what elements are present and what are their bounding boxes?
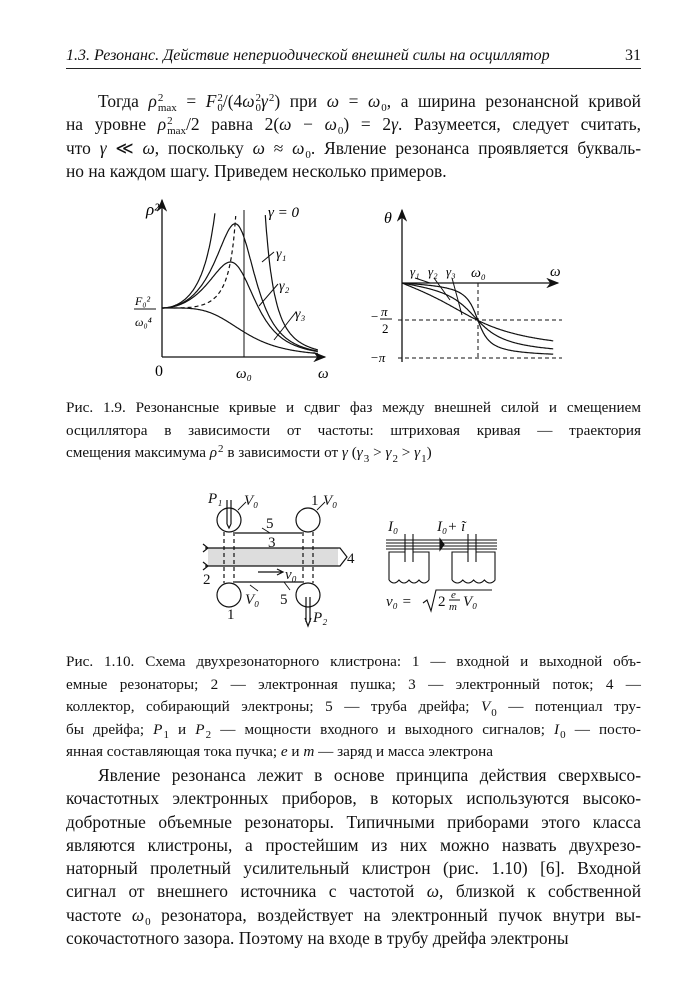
math-scripts: 1	[163, 729, 169, 742]
math-scripts: 0	[491, 706, 497, 719]
math-symbol: P	[153, 720, 163, 738]
label-2: 2	[203, 572, 211, 588]
math-scripts: 2 0	[217, 92, 223, 114]
math-scripts: 0	[145, 915, 151, 928]
two-label: 2	[382, 321, 389, 336]
math-scripts: 0	[337, 125, 344, 138]
math-symbol: ω	[131, 904, 145, 925]
math-scripts: 2 0	[255, 92, 262, 114]
math-symbol: e	[280, 743, 288, 760]
text-line: емные резонаторы; 2 — электронная пушка; 3 — электронный поток; 4 —	[66, 675, 641, 693]
math-scripts: 2 max	[167, 115, 187, 138]
bunch-marker	[440, 539, 444, 550]
label-5-top: 5	[266, 516, 274, 532]
math-symbol: ω	[142, 137, 155, 158]
math-symbol: ω	[292, 137, 305, 158]
omega0-label: ω₀	[236, 366, 252, 382]
math-symbol: γ	[385, 444, 392, 461]
math-symbol: ω	[252, 137, 265, 158]
curve-label-gamma1: γ₁	[410, 264, 420, 279]
level-numerator: F₀²	[135, 294, 151, 308]
math-symbol: γ	[261, 91, 268, 111]
math-symbol: P	[195, 720, 205, 738]
math-symbol: ρ	[209, 444, 218, 461]
label-4: 4	[347, 551, 355, 567]
paragraph-klystron	[66, 764, 641, 950]
text-line: что γ ≪ ω, поскольку ω ≈ ω 0 . Явление резонанса проявляется букваль-	[66, 137, 641, 161]
text-line: Тогда ρ 2 max = F 2 0 /(4ω 2 0 γ 2 ) при ω = ω 0 , а ширина резонансной кривой	[98, 91, 641, 114]
math-symbol: ω	[426, 881, 440, 902]
math-scripts: 2 max	[157, 92, 177, 114]
output-signal-arrow	[305, 597, 311, 626]
math-symbol: F	[205, 91, 217, 111]
math-symbol: ω	[279, 114, 292, 135]
input-signal-arrow	[227, 500, 231, 528]
omega0-label: ω₀	[471, 266, 486, 281]
curve-label-gamma3: γ₃	[446, 264, 456, 279]
resonator-output-bottom	[296, 583, 320, 607]
curve-label-gamma2: γ₂	[428, 264, 438, 279]
math-symbol: ω	[324, 114, 337, 135]
math-symbol: m	[303, 743, 315, 760]
math-symbol: ω	[367, 91, 381, 111]
math-symbol: ρ	[148, 91, 157, 111]
text-line: смещения максимума ρ 2 в зависимости от γ (γ 3 > γ 2 > γ 1 )	[66, 442, 432, 465]
text-line: сокочастотного зазора. Поэтому на входе в трубу дрейфа электроны	[66, 928, 569, 949]
theta-label: θ	[384, 210, 392, 227]
text-line: Рис. 1.9. Резонансные кривые и сдвиг фаз между внешней силой и смещением	[66, 399, 641, 416]
formula-v0: V₀	[463, 594, 478, 610]
math-symbol: γ	[414, 444, 421, 461]
text-line: но на каждом шагу. Приведем несколько примеров.	[66, 160, 447, 181]
label-p1: P₁	[208, 491, 223, 507]
formula-two: 2	[438, 594, 446, 610]
klystron-schematic	[203, 500, 347, 626]
label-p2: P₂	[313, 610, 328, 626]
formula-lhs: v₀ =	[386, 594, 412, 610]
math-scripts: 3	[363, 452, 370, 465]
label-velocity: v₀	[285, 567, 297, 583]
y-axis-label: ρ²	[146, 200, 160, 219]
math-scripts: 0	[560, 729, 566, 742]
label-v0-top2: V₀	[323, 493, 338, 509]
math-symbol: γ	[99, 137, 107, 158]
label-3: 3	[268, 535, 276, 551]
label-v0-top: V₀	[244, 493, 259, 509]
page-number: 31	[625, 47, 641, 64]
text-line: частоте ω 0 резонатора, воздействует на электронный пучок внутри вы-	[66, 904, 641, 928]
text-line: сигнал от внешнего источника с частотой ω, близкой к собственной	[66, 881, 642, 902]
math-symbol: ω	[326, 91, 339, 111]
label-i0: I₀	[388, 519, 399, 535]
math-symbol: γ	[356, 444, 363, 461]
math-scripts: 0	[305, 148, 311, 161]
curve-label-gamma3: γ₃	[295, 307, 306, 322]
text-line: Рис. 1.10. Схема двухрезонаторного клистрона: 1 — входной и выходной объ-	[66, 653, 641, 670]
formula-m: m	[449, 601, 457, 613]
pi-label: π	[381, 304, 388, 319]
text-line: осциллятора в зависимости от частоты: штриховая кривая — траектория	[66, 421, 641, 439]
resonator-output-top	[296, 508, 320, 532]
text-line: на уровне ρ 2 max /2 равна 2(ω − ω 0 ) = 2γ. Разумеется, следует считать,	[66, 114, 641, 138]
math-symbol: ω	[242, 91, 255, 111]
text-line: коллектор, собирающий электроны; 5 — труба дрейфа; V 0 — потенциал тру-	[66, 698, 641, 719]
math-scripts: 0	[381, 102, 387, 114]
math-symbol: I	[554, 720, 560, 738]
math-symbol: γ	[391, 114, 398, 135]
running-header-title: 1.3. Резонанс. Действие непериодической внешней силы на осциллятор	[66, 47, 550, 64]
minus-pi-label: −π	[370, 350, 386, 365]
resonator-input-bottom	[217, 583, 241, 607]
text-line: являются клистроны, а простейшим из них можно назвать двухрезо-	[66, 834, 641, 855]
label-5-bottom: 5	[280, 592, 288, 608]
text-line: Явление резонанса лежит в основе принципа действия сверхвысо-	[98, 765, 641, 785]
label-v0-bottom: V₀	[245, 592, 260, 608]
text-line: кочастотных электронных приборов, в которых используются высоко-	[66, 788, 641, 809]
inductor-coils	[389, 580, 495, 583]
label-i0-plus-i: I₀+ ĩ	[437, 519, 466, 535]
math-scripts: 2	[218, 442, 224, 455]
math-scripts: 1	[421, 452, 427, 465]
curve-label-gamma1: γ₁	[276, 247, 287, 262]
math-symbol: γ	[341, 444, 348, 461]
level-denominator: ω₀⁴	[135, 315, 152, 329]
text-line: янная составляющая тока пучка; e и m — заряд и масса электрона	[66, 743, 493, 760]
math-symbol: ρ	[157, 114, 167, 135]
figure-1-10-caption	[66, 651, 641, 764]
text-line: бы дрейфа; P 1 и P 2 — мощности входного и выходного сигналов; I 0 — посто-	[66, 720, 641, 742]
math-symbol: V	[480, 698, 491, 715]
curve-label-gamma0: γ = 0	[268, 205, 300, 221]
label-1-top: 1	[311, 493, 319, 509]
curve-label-gamma2: γ₂	[279, 279, 290, 294]
math-scripts: 2	[268, 92, 275, 104]
formula-e: e	[451, 589, 456, 601]
label-1-bottom: 1	[227, 607, 235, 623]
omega-label: ω	[550, 264, 561, 280]
origin-label: 0	[155, 363, 163, 380]
minus-sign: −	[371, 309, 379, 324]
x-axis-label: ω	[318, 366, 329, 382]
text-line: наторный пролетный усилительный клистрон (рис. 1.10) [6]. Входной	[66, 858, 641, 879]
label-leaders	[238, 502, 325, 591]
velocity-arrow	[258, 569, 283, 575]
text-line: добротные объемные резонаторы. Типичными приборами этого класса	[66, 811, 641, 832]
math-scripts: 2	[392, 452, 398, 465]
math-scripts: 2	[205, 729, 212, 742]
